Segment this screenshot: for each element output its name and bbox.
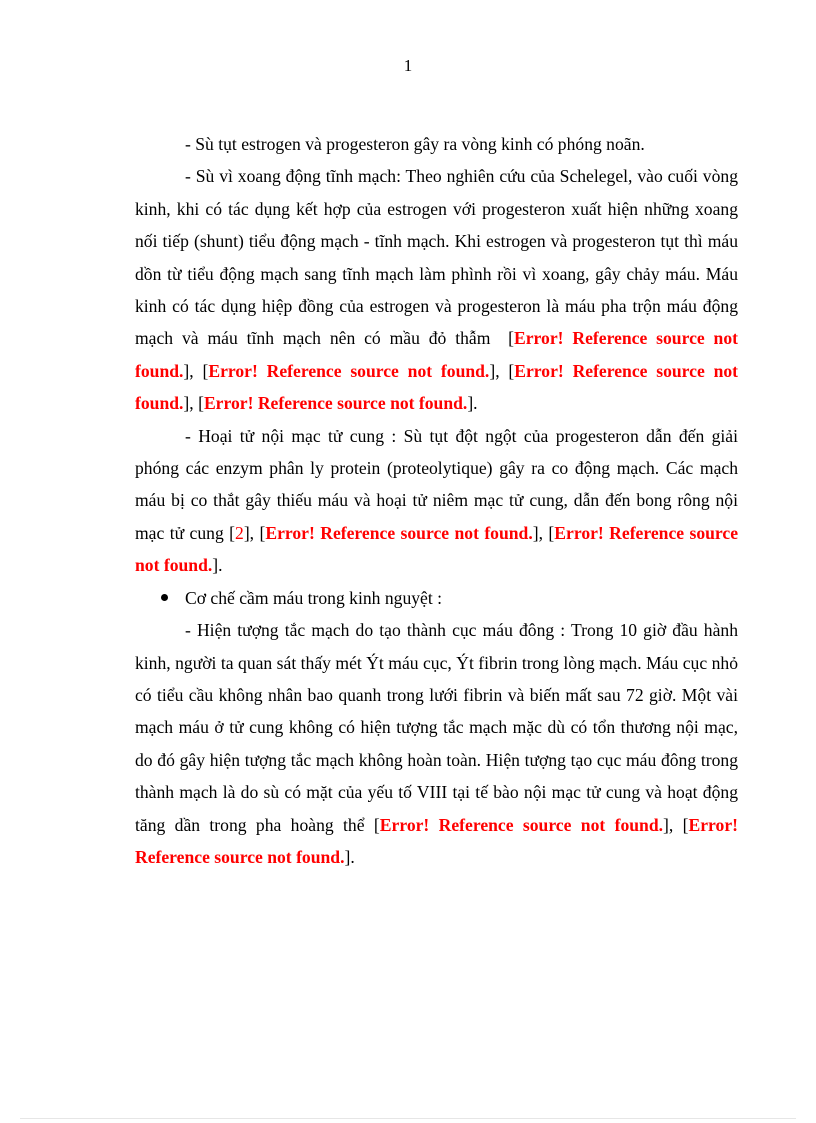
reference-error: Error! Reference source not found. — [135, 522, 739, 576]
paragraph-thrombosis: - Hiện tượng tắc mạch do tạo thành cục máu đông : Trong 10 giờ đầu hành kinh, người ta quan sát thấy mét Ýt máu cục, Ýt fibrin trong lòng mạch. Máu cục nhỏ có tiểu cầu không nhân bao quanh trong lưới fibrin và biến mất sau 72 giờ. Một vài mạch máu ở tử cung không có hiện tượng tắc mạch mặc dù có tổn thương nội mạc, do đó gây hiện tượng tắc mạch không hoàn toàn. Hiện tượng tạo cục máu đông trong thành mạch là do sù có mặt của yếu tố VIII tại tế bào nội mạc tử cung và hoạt động tăng dần trong pha hoàng thể [Error! Reference source not found.], [Error! Reference source not found.]. — [135, 620, 739, 867]
paragraph-text: - Hoại tử nội mạc tử cung : Sù tụt đột ngột của progesteron dẫn đến giải phóng các enzym phân ly protein (proteolytique) gây ra co động mạch. Các mạch máu bị co thắt gây thiếu máu và hoại tử niêm mạc tử cung, dẫn đến bong rông nội mạc tử cung — [135, 425, 738, 543]
reference-error: Error! Reference source not found. — [135, 328, 738, 381]
bullet-text: Cơ chế cầm máu trong kinh nguyệt : — [185, 587, 443, 608]
page-number: 1 — [403, 56, 413, 75]
reference-error: found. — [440, 360, 490, 381]
document-body — [135, 128, 738, 873]
page-bottom-rule — [20, 1118, 796, 1119]
bullet-item — [135, 582, 738, 614]
bullet-dot-icon — [161, 594, 168, 601]
reference-error: Error! Reference source not found. — [265, 522, 533, 543]
reference-error: found. — [614, 814, 664, 835]
reference-error: found. — [296, 846, 345, 867]
reference-error: Error! Reference source — [203, 393, 386, 414]
paragraph-text: - Sù vì xoang động tĩnh mạch: Theo nghiên cứu của Schelegel, vào cuối vòng kinh, khi có tác dụng kết hợp của estrogen với progesteron xuất hiện những xoang nối tiếp (shunt) tiểu động mạch - tĩnh mạch. Khi estrogen và progesteron tụt thì máu dồn từ tiểu động mạch sang tĩnh mạch làm phình rồi vì xoang, gây chảy máu. Máu kinh có tác dụng hiệp đồng của estrogen và progesteron là máu pha trộn máu động mạch và máu tĩnh mạch nên có mầu đỏ thẫm — [135, 166, 738, 349]
paragraph-text: - Hiện tượng tắc mạch do tạo thành cục máu đông : Trong 10 giờ đầu hành kinh, người ta quan sát thấy mét Ýt máu cục, Ýt fibrin trong lòng mạch. Máu cục nhỏ có tiểu cầu không nhân bao quanh trong lưới fibrin và biến mất sau 72 giờ. Một vài mạch máu ở tử cung không có hiện tượng tắc mạch mặc dù có tổn thương nội mạc, do đó gây hiện tượng tắc mạch không hoàn toàn. Hiện tượng tạo cục máu đông trong thành mạch là do sù có mặt của yếu tố VIII tại tế bào nội mạc tử cung và hoạt động tăng dần trong pha hoàng thể — [135, 620, 738, 835]
citation-number: 2 — [235, 522, 244, 543]
reference-error: Error! Reference source not found. — [135, 360, 739, 414]
paragraph-estrogen-drop: - Sù tụt estrogen và progesteron gây ra vòng kinh có phóng noãn. — [185, 134, 645, 154]
reference-error: Error! Reference source not — [135, 814, 739, 867]
reference-error: not found. — [390, 393, 468, 414]
paragraph-endometrial-necrosis: - Hoại tử nội mạc tử cung : Sù tụt đột ngột của progesteron dẫn đến giải phóng các enzym phân ly protein (proteolytique) gây ra co động mạch. Các mạch máu bị co thắt gây thiếu máu và hoại tử niêm mạc tử cung, dẫn đến bong rông nội mạc tử cung [2], [Error! Reference source not found.], [Error! Reference source not found.]. — [135, 425, 739, 576]
paragraph-sinus-rupture: - Sù vì xoang động tĩnh mạch: Theo nghiên cứu của Schelegel, vào cuối vòng kinh, khi có tác dụng kết hợp của estrogen với progesteron xuất hiện những xoang nối tiếp (shunt) tiểu động mạch - tĩnh mạch. Khi estrogen và progesteron tụt thì máu dồn từ tiểu động mạch sang tĩnh mạch làm phình rồi vì xoang, gây chảy máu. Máu kinh có tác dụng hiệp đồng của estrogen và progesteron là máu pha trộn máu động mạch và máu tĩnh mạch nên có mầu đỏ thẫm [Error! Reference source not found.], [Error! Reference source not found.], [Error! Reference source not found.], [Error! Reference source not found.]. — [135, 166, 739, 414]
reference-error: Error! Reference source not — [208, 360, 433, 381]
reference-error: Error! Reference source not — [379, 814, 606, 835]
